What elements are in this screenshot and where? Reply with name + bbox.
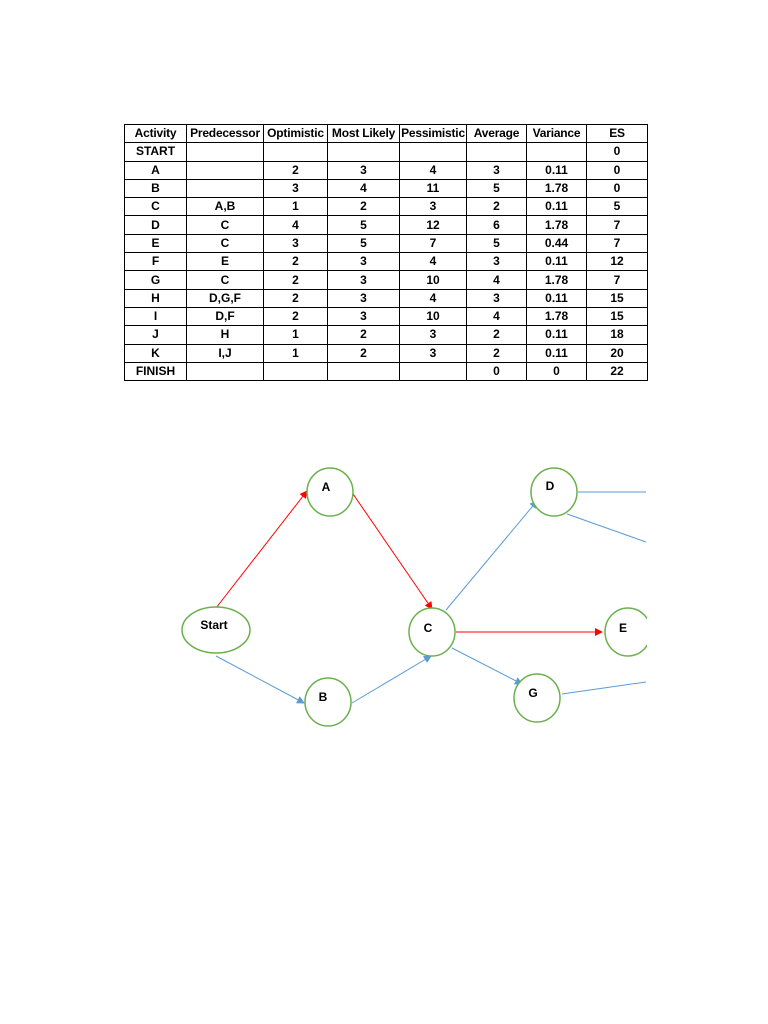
node-e-label: E — [618, 621, 628, 635]
table-cell: 2 — [328, 326, 400, 344]
table-cell: 0.11 — [527, 326, 587, 344]
table-cell: 10 — [400, 271, 467, 289]
table-cell: 3 — [328, 271, 400, 289]
table-cell: 4 — [328, 179, 400, 197]
table-cell: 3 — [400, 198, 467, 216]
table-cell: A,B — [187, 198, 264, 216]
edge-start-to-a — [216, 491, 307, 608]
table-cell: 0.11 — [527, 289, 587, 307]
table-cell: 2 — [467, 326, 527, 344]
edge-c-to-d — [446, 501, 537, 610]
diagram-crop-mask — [647, 440, 768, 760]
table-cell: C — [187, 271, 264, 289]
table-cell: H — [125, 289, 187, 307]
table-cell: 1 — [264, 198, 328, 216]
table-cell: 5 — [587, 198, 648, 216]
table-cell: 20 — [587, 344, 648, 362]
table-cell: F — [125, 253, 187, 271]
table-cell: J — [125, 326, 187, 344]
table-cell: 3 — [264, 179, 328, 197]
table-cell: 4 — [467, 271, 527, 289]
table-cell: 6 — [467, 216, 527, 234]
table-cell: 12 — [400, 216, 467, 234]
table-cell: H — [187, 326, 264, 344]
table-cell: 12 — [587, 253, 648, 271]
table-cell: 0.44 — [527, 234, 587, 252]
table-cell: 0 — [527, 362, 587, 380]
table-cell: 7 — [587, 271, 648, 289]
table-cell: 22 — [587, 362, 648, 380]
edge-a-to-c — [351, 491, 432, 609]
table-cell: START — [125, 143, 187, 161]
table-cell: 7 — [587, 216, 648, 234]
table-cell: 0.11 — [527, 198, 587, 216]
table-cell: 0.11 — [527, 344, 587, 362]
table-cell: 7 — [400, 234, 467, 252]
node-c-label: C — [423, 621, 433, 635]
column-header: Variance — [527, 125, 587, 143]
table-cell: 2 — [264, 253, 328, 271]
node-start-label: Start — [200, 618, 228, 632]
table-cell: 3 — [400, 344, 467, 362]
table-cell: 3 — [467, 161, 527, 179]
table-cell: 5 — [467, 234, 527, 252]
table-cell: 2 — [467, 344, 527, 362]
table-cell: 2 — [328, 198, 400, 216]
table-cell: 4 — [467, 307, 527, 325]
table-cell: 0.11 — [527, 253, 587, 271]
table-cell: E — [125, 234, 187, 252]
table-cell: G — [125, 271, 187, 289]
table-cell: I,J — [187, 344, 264, 362]
table-cell: C — [187, 234, 264, 252]
table-cell: 7 — [587, 234, 648, 252]
table-cell: 2 — [264, 289, 328, 307]
node-start — [182, 607, 250, 653]
column-header: Predecessor — [187, 125, 264, 143]
node-e — [605, 608, 651, 656]
table-cell: 0 — [587, 161, 648, 179]
edge-start-to-b — [216, 656, 304, 703]
table-cell: 15 — [587, 289, 648, 307]
table-cell: 0.11 — [527, 161, 587, 179]
table-cell: C — [125, 198, 187, 216]
table-cell: 18 — [587, 326, 648, 344]
column-header: Pessimistic — [400, 125, 467, 143]
table-cell: 1.78 — [527, 271, 587, 289]
node-g-label: G — [528, 686, 538, 700]
table-cell: B — [125, 179, 187, 197]
table-cell: 4 — [400, 161, 467, 179]
table-cell: 5 — [328, 234, 400, 252]
table-cell: 1.78 — [527, 216, 587, 234]
edge-b-to-c — [352, 656, 431, 703]
table-cell: 4 — [264, 216, 328, 234]
column-header: ES — [587, 125, 648, 143]
table-cell: 0 — [587, 143, 648, 161]
column-header: Most Likely — [328, 125, 400, 143]
table-cell: 3 — [467, 289, 527, 307]
table-cell: E — [187, 253, 264, 271]
table-cell: 1 — [264, 326, 328, 344]
table-cell: 3 — [328, 253, 400, 271]
node-b — [305, 678, 351, 726]
table-cell: FINISH — [125, 362, 187, 380]
table-cell: A — [125, 161, 187, 179]
table-cell: 3 — [328, 289, 400, 307]
table-cell: 10 — [400, 307, 467, 325]
node-g — [514, 674, 560, 722]
table-cell: 2 — [264, 271, 328, 289]
table-cell: 2 — [467, 198, 527, 216]
node-d-label: D — [545, 479, 555, 493]
edge-c-to-g — [452, 648, 522, 684]
table-cell: 3 — [400, 326, 467, 344]
edge-d-out-2 — [567, 514, 646, 542]
table-cell: D,G,F — [187, 289, 264, 307]
table-cell: D — [125, 216, 187, 234]
table-cell: 3 — [467, 253, 527, 271]
node-a — [307, 468, 353, 516]
table-cell: 3 — [264, 234, 328, 252]
table-cell: 1.78 — [527, 307, 587, 325]
table-cell: 15 — [587, 307, 648, 325]
table-cell: 0 — [467, 362, 527, 380]
table-cell: I — [125, 307, 187, 325]
column-header: Activity — [125, 125, 187, 143]
table-cell: 5 — [467, 179, 527, 197]
table-cell: 0 — [587, 179, 648, 197]
table-cell: 5 — [328, 216, 400, 234]
table-cell: 3 — [328, 161, 400, 179]
table-cell: C — [187, 216, 264, 234]
column-header: Average — [467, 125, 527, 143]
table-cell: 2 — [328, 344, 400, 362]
table-cell: 1 — [264, 344, 328, 362]
edge-g-out — [562, 682, 646, 694]
table-cell: 3 — [328, 307, 400, 325]
node-c — [409, 608, 455, 656]
table-cell: 2 — [264, 307, 328, 325]
node-b-label: B — [318, 690, 328, 704]
table-cell: D,F — [187, 307, 264, 325]
table-cell: 11 — [400, 179, 467, 197]
table-cell: 1.78 — [527, 179, 587, 197]
table-cell: 2 — [264, 161, 328, 179]
node-d — [531, 468, 577, 516]
table-cell: 4 — [400, 289, 467, 307]
column-header: Optimistic — [264, 125, 328, 143]
table-cell: K — [125, 344, 187, 362]
node-a-label: A — [321, 480, 331, 494]
table-cell: 4 — [400, 253, 467, 271]
